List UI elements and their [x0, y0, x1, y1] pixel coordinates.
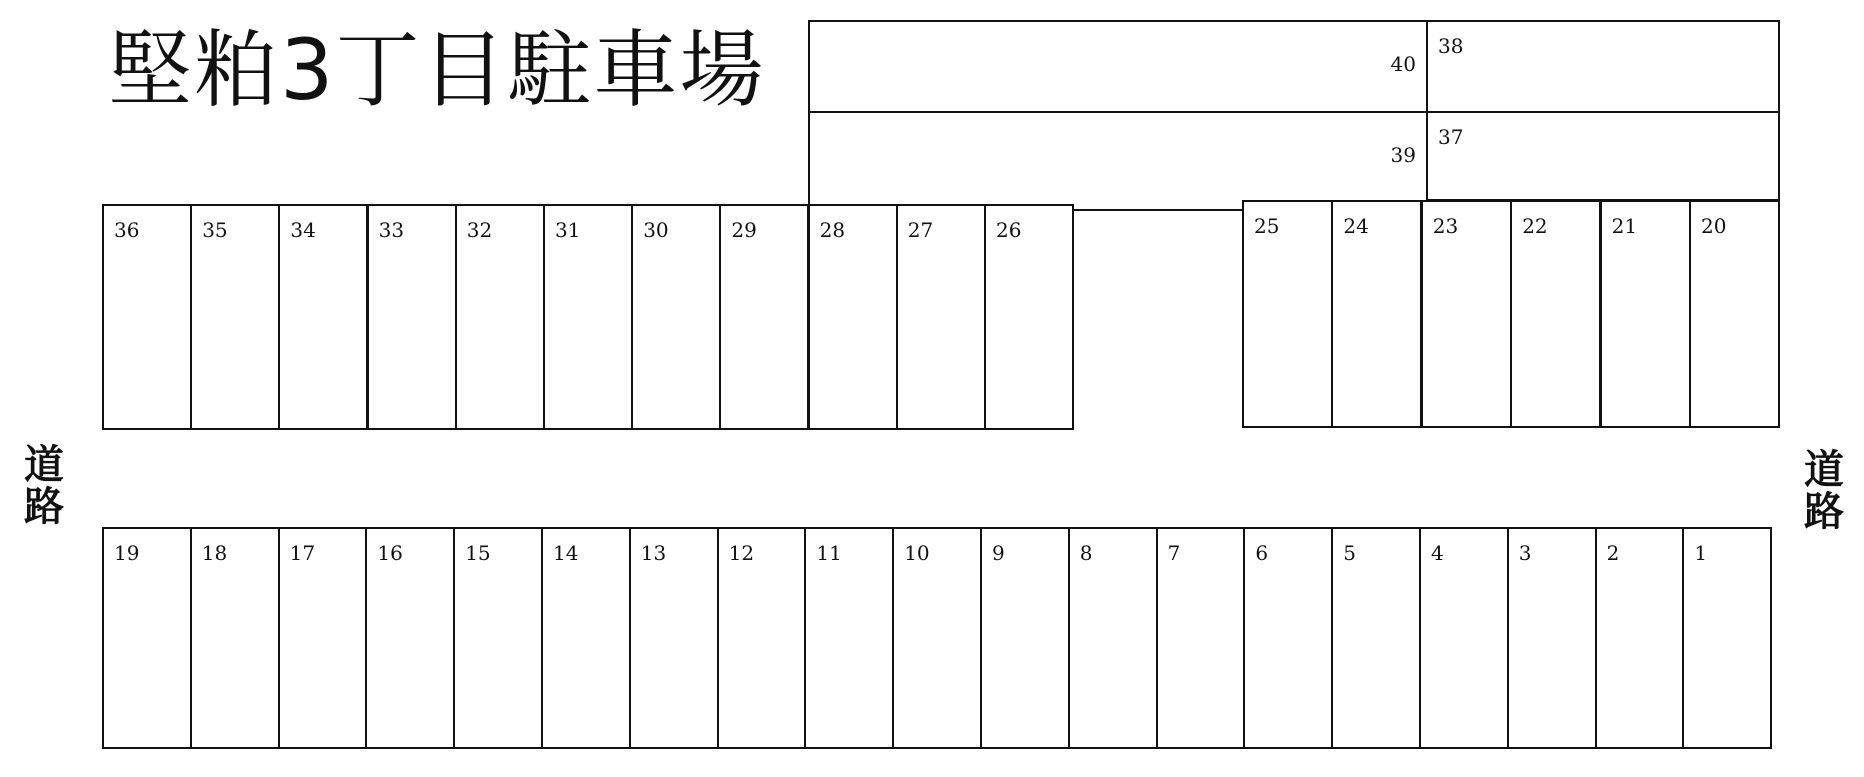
stall-number: 28 — [819, 218, 846, 242]
stall-number: 1 — [1694, 541, 1708, 565]
parking-stall — [1419, 527, 1509, 749]
stall-number: 26 — [996, 218, 1022, 242]
stall-number: 30 — [643, 218, 669, 242]
parking-stall — [1595, 527, 1685, 749]
stall-number: 32 — [466, 218, 493, 242]
parking-stall — [1242, 200, 1333, 428]
stall-number: 16 — [377, 541, 403, 565]
parking-stall — [1156, 527, 1246, 749]
parking-stall — [808, 204, 898, 430]
stall-number: 29 — [731, 218, 757, 242]
parking-stall — [1426, 111, 1780, 201]
road-label-left — [20, 444, 68, 528]
stall-number: 20 — [1701, 214, 1727, 238]
stall-number: 22 — [1522, 214, 1548, 238]
stall-number: 9 — [992, 541, 1005, 565]
parking-stall — [896, 204, 986, 430]
parking-stall — [1510, 200, 1601, 428]
stall-number: 4 — [1431, 541, 1444, 565]
stall-number: 23 — [1432, 214, 1459, 238]
stall-number: 14 — [553, 541, 579, 565]
stall-number: 37 — [1438, 125, 1464, 149]
parking-stall — [1689, 200, 1780, 428]
parking-stall — [102, 527, 192, 749]
stall-number: 19 — [114, 541, 140, 565]
parking-stall — [629, 527, 719, 749]
parking-stall — [365, 527, 455, 749]
parking-stall — [1243, 527, 1333, 749]
stall-number: 34 — [290, 218, 316, 242]
stall-number: 33 — [378, 218, 405, 242]
parking-stall — [190, 204, 280, 430]
parking-stall — [984, 204, 1074, 430]
stall-number: 13 — [640, 541, 667, 565]
parking-stall — [278, 527, 368, 749]
parking-stall — [1600, 200, 1691, 428]
stall-number: 12 — [728, 541, 755, 565]
stall-number: 6 — [1255, 541, 1269, 565]
parking-stall — [1068, 527, 1158, 749]
parking-stall — [719, 204, 809, 430]
stall-number: 17 — [289, 541, 316, 565]
parking-stall — [980, 527, 1070, 749]
parking-stall — [1421, 200, 1512, 428]
parking-stall — [278, 204, 368, 430]
stall-number: 3 — [1518, 541, 1532, 565]
stall-number: 31 — [555, 218, 581, 242]
road-label-char: 道 — [24, 442, 64, 488]
stall-number: 21 — [1611, 214, 1638, 238]
parking-stall — [892, 527, 982, 749]
road-label-char: 路 — [1804, 489, 1844, 535]
road-label-char: 道 — [1804, 447, 1844, 493]
stall-number: 2 — [1606, 541, 1620, 565]
parking-stall — [1331, 200, 1422, 428]
stall-number: 24 — [1343, 214, 1369, 238]
stall-number: 40 — [1390, 52, 1416, 76]
parking-stall — [804, 527, 894, 749]
stall-number: 25 — [1254, 214, 1280, 238]
parking-stall — [102, 204, 192, 430]
stall-number: 27 — [907, 218, 934, 242]
parking-stall — [1331, 527, 1421, 749]
stall-number: 11 — [816, 541, 842, 565]
parking-stall — [717, 527, 807, 749]
parking-stall — [543, 204, 633, 430]
parking-stall — [808, 111, 1428, 211]
stall-number: 36 — [114, 218, 140, 242]
stall-number: 18 — [201, 541, 228, 565]
parking-stall — [541, 527, 631, 749]
parking-stall — [1507, 527, 1597, 749]
parking-stall — [1426, 20, 1780, 113]
parking-stall — [453, 527, 543, 749]
stall-number: 15 — [465, 541, 491, 565]
road-label-right — [1800, 449, 1848, 533]
page-title: 堅粕3丁目駐車場 — [108, 21, 766, 119]
stall-number: 39 — [1390, 143, 1416, 167]
stall-number: 35 — [202, 218, 228, 242]
stall-number: 10 — [904, 541, 930, 565]
parking-stall — [1682, 527, 1772, 749]
stall-number: 7 — [1167, 541, 1181, 565]
parking-stall — [455, 204, 545, 430]
parking-stall — [631, 204, 721, 430]
parking-stall — [808, 20, 1428, 113]
parking-stall — [190, 527, 280, 749]
stall-number: 5 — [1343, 541, 1356, 565]
parking-stall — [367, 204, 457, 430]
stall-number: 8 — [1079, 541, 1093, 565]
road-label-char: 路 — [24, 484, 64, 530]
stall-number: 38 — [1438, 34, 1464, 58]
